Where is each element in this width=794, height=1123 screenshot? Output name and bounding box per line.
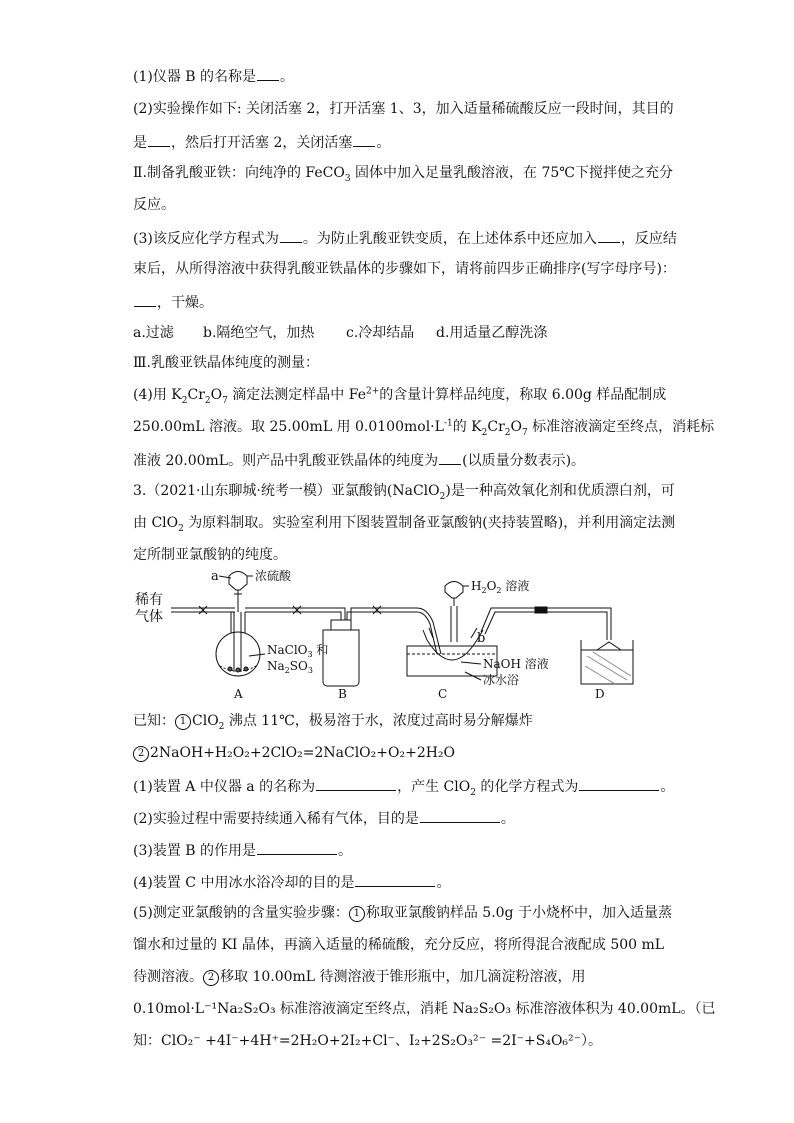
known-line-2 (133, 744, 455, 762)
text: (3)装置 B 的作用是 (133, 843, 257, 859)
beaker-d (581, 640, 633, 684)
text: 束后，从所得溶液中获得乳酸亚铁晶体的步骤如下，请将前四步正确排序(写字母序号)： (133, 261, 676, 277)
answer-blank[interactable] (148, 132, 170, 147)
superscript: -1 (443, 418, 453, 429)
question-2-line-1 (133, 100, 674, 118)
text: 0.10mol·L⁻¹Na₂S₂O₃ 标准溶液滴定至终点，消耗 Na₂S₂O₃ 标准溶液体积为 40.00mL。（已 (133, 1001, 716, 1017)
text: 已知： (133, 713, 175, 729)
text: (1)装置 A 中仪器 a 的名称为 (133, 779, 316, 795)
naoh-label: NaOH 溶液 (483, 657, 549, 671)
solid-particle (244, 667, 248, 671)
text: 由 ClO (133, 515, 179, 531)
circled-number: 1 (349, 906, 365, 922)
section-2-line-1 (133, 164, 673, 182)
text: ，反应结 (620, 231, 677, 247)
text: 。 (376, 135, 391, 151)
sub-question-5-line-1 (133, 904, 672, 922)
option-d: d.用适量乙醇洗涤 (436, 325, 548, 341)
connecting-tube (245, 612, 341, 620)
text: 定所制亚氯酸钠的纯度。 (133, 547, 287, 563)
connecting-tube (417, 608, 441, 654)
answer-blank[interactable] (598, 228, 620, 243)
text: 。 (338, 843, 353, 859)
answer-blank[interactable] (280, 228, 302, 243)
problem-3-line-3 (133, 546, 287, 564)
text: 的化学方程式为 (475, 779, 579, 795)
ice-bath-label: 冰水浴 (483, 673, 520, 687)
text: Cr (187, 387, 205, 403)
subscript: 2 (218, 721, 225, 732)
superscript: 2+ (365, 386, 380, 397)
text: (3)该反应化学方程式为 (133, 231, 279, 247)
separatory-funnel-c (445, 582, 463, 599)
text: ，产生 ClO (397, 779, 471, 795)
tube-clamp (535, 607, 547, 613)
circled-number: 2 (203, 970, 219, 986)
sub-question-1 (133, 776, 674, 796)
problem-3-line-2 (133, 514, 675, 532)
text: 反应。 (133, 197, 175, 213)
text: ClO (192, 713, 219, 729)
pointer-line (249, 654, 265, 656)
answer-blank[interactable] (439, 450, 461, 465)
connecting-tube (485, 612, 607, 640)
section-2-line-2 (133, 196, 175, 214)
label-C: C (438, 687, 448, 701)
text: )是一种高效氧化剂和优质漂白剂，可 (445, 483, 675, 499)
question-3-line-2 (133, 260, 676, 278)
option-a: a.过滤 (133, 325, 174, 341)
text: (以质量分数表示)。 (462, 453, 586, 469)
solid-particle (228, 667, 232, 671)
answer-blank[interactable] (134, 292, 156, 307)
subscript: 7 (522, 427, 528, 438)
answer-blank[interactable] (316, 776, 396, 791)
reagent-label-2: $Na_2SO_3$ (267, 659, 313, 675)
valve-icon (293, 606, 301, 614)
text: 沸点 11℃，极易溶于水，浓度过高时易分解爆炸 (224, 713, 533, 729)
text: ，然后打开活塞 2，关闭活塞 (171, 135, 353, 151)
text: ，干燥。 (157, 295, 213, 311)
subscript: 7 (222, 395, 228, 406)
text: 为原料制取。实验室利用下图装置制备亚氯酸钠(夹持装置略)，并利用滴定法测 (183, 515, 676, 531)
answer-blank[interactable] (420, 808, 500, 823)
question-2-line-2 (133, 132, 390, 152)
option-c: c.冷却结晶 (346, 325, 415, 341)
circled-number: 1 (175, 714, 191, 730)
text: (1)仪器 B 的名称是 (133, 69, 257, 85)
liquid-hatch (585, 652, 631, 684)
text: 标准溶液滴定至终点，消耗标 (527, 419, 715, 435)
circled-number: 2 (133, 746, 149, 762)
gas-label-2: 气体 (135, 609, 163, 625)
h2o2-label: $H_2O_2$ 溶液 (471, 579, 530, 595)
label-b: b (477, 631, 486, 646)
bottle-b (323, 630, 359, 686)
text: 固体中加入足量乳酸溶液，在 75℃下搅拌使之充分 (350, 165, 673, 181)
answer-blank[interactable] (257, 840, 337, 855)
question-4-line-2 (133, 418, 714, 436)
known-line-1 (133, 712, 533, 730)
label-A: A (234, 687, 243, 701)
connecting-tube (347, 612, 417, 620)
sub-question-5-line-4 (133, 1000, 716, 1018)
subscript: 2 (181, 395, 188, 406)
sub-question-5-line-5 (133, 1032, 602, 1050)
valve-icon (199, 606, 207, 614)
text: 是 (133, 135, 147, 151)
text: 滴定法测定样晶中 Fe (227, 387, 366, 403)
question-1-line (133, 66, 294, 86)
text: 的 K (452, 419, 482, 435)
inverted-funnel (597, 642, 621, 650)
text: 的含量计算样品纯度，称取 6.00g 样品配制成 (379, 387, 667, 403)
text: 移取 10.00mL 待测溶液于锥形瓶中，加几滴淀粉溶液，用 (220, 969, 586, 985)
text: 。 (500, 811, 515, 827)
label-B: B (338, 687, 347, 701)
text: O (210, 387, 223, 403)
answer-blank[interactable] (257, 66, 279, 81)
reagent-label-1: NaClO$_3$ 和 (267, 643, 329, 659)
subscript: 2 (481, 427, 488, 438)
equation: 2NaOH+H₂O₂+2ClO₂=2NaClO₂+O₂+2H₂O (150, 745, 456, 761)
problem-3-line-1 (133, 482, 675, 500)
text: (5)测定亚氯酸钠的含量实验步骤： (133, 905, 349, 921)
text: 。 (660, 779, 675, 795)
bottle-stopper (331, 620, 351, 630)
pointer-line (461, 662, 481, 664)
subscript: 2 (504, 427, 511, 438)
text: 250.00mL 溶液。取 25.00mL 用 0.0100mol·L (133, 419, 444, 435)
text: 准液 20.00mL。则产品中乳酸亚铁晶体的纯度为 (133, 453, 439, 469)
text: 。 (436, 875, 451, 891)
subscript: 2 (178, 523, 184, 534)
solid-particle (236, 668, 240, 672)
text: Ⅱ.制备乳酸亚铁：向纯净的 FeCO (133, 165, 345, 181)
subscript: 3 (344, 173, 351, 184)
connecting-tube (417, 612, 437, 654)
valve-icon (373, 606, 381, 614)
label-a: a (211, 569, 219, 584)
text: (4)装置 C 中用冰水浴冷却的目的是 (133, 875, 355, 891)
acid-label: 浓硫酸 (255, 569, 292, 583)
option-b: b.隔绝空气，加热 (203, 325, 315, 341)
sub-question-2 (133, 808, 515, 828)
answer-blank[interactable] (355, 872, 435, 887)
question-4-line-3 (133, 450, 585, 470)
connecting-tube (245, 608, 345, 620)
sub-question-5-line-3 (133, 968, 586, 986)
text: 。为防止乳酸亚铁变质，在上述体系中还应加入 (302, 231, 597, 247)
answer-blank[interactable] (579, 776, 659, 791)
subscript: 2 (470, 787, 476, 798)
text: 3.（2021·山东聊城·统考一模）亚氯酸钠(NaClO (133, 483, 440, 499)
sub-question-5-line-2 (133, 936, 664, 954)
question-3-line-3 (133, 292, 213, 312)
text: 称取亚氯酸钠样品 5.0g 于小烧杯中，加入适量蒸 (365, 905, 672, 921)
text: 待测溶液。 (133, 969, 203, 985)
subscript: 2 (439, 491, 446, 502)
text: Ⅲ.乳酸亚铁晶体纯度的测量： (133, 355, 319, 371)
text: (2)实验过程中需要持续通入稀有气体，目的是 (133, 811, 419, 827)
apparatus-diagram (135, 566, 655, 702)
answer-blank[interactable] (353, 132, 375, 147)
sub-question-3 (133, 840, 352, 860)
text: 知：ClO₂⁻ +4I⁻+4H⁺=2H₂O+2I₂+Cl⁻、I₂+2S₂O₃²⁻ =2I⁻+S₄O₆²⁻）。 (133, 1033, 603, 1049)
sub-question-4 (133, 872, 450, 892)
separatory-funnel-a (229, 572, 247, 591)
subscript: 2 (204, 395, 211, 406)
label-D: D (595, 687, 605, 701)
text: (2)实验操作如下: 关闭活塞 2，打开活塞 1、3，加入适量稀硫酸反应一段时间，其目的 (133, 101, 674, 117)
options-line (133, 324, 547, 342)
text: O (510, 419, 522, 435)
question-4-line-1 (133, 386, 666, 404)
text: 。 (280, 69, 295, 85)
section-3-title (133, 354, 319, 372)
connecting-tube (351, 608, 417, 620)
question-3-line-1 (133, 228, 677, 248)
text: Cr (487, 419, 505, 435)
text: (4)用 K (133, 387, 182, 403)
text: 馏水和过量的 KI 晶体，再滴入适量的稀硫酸，充分反应，将所得混合液配成 500 mL (133, 937, 665, 953)
gas-label-1: 稀有 (135, 592, 163, 608)
